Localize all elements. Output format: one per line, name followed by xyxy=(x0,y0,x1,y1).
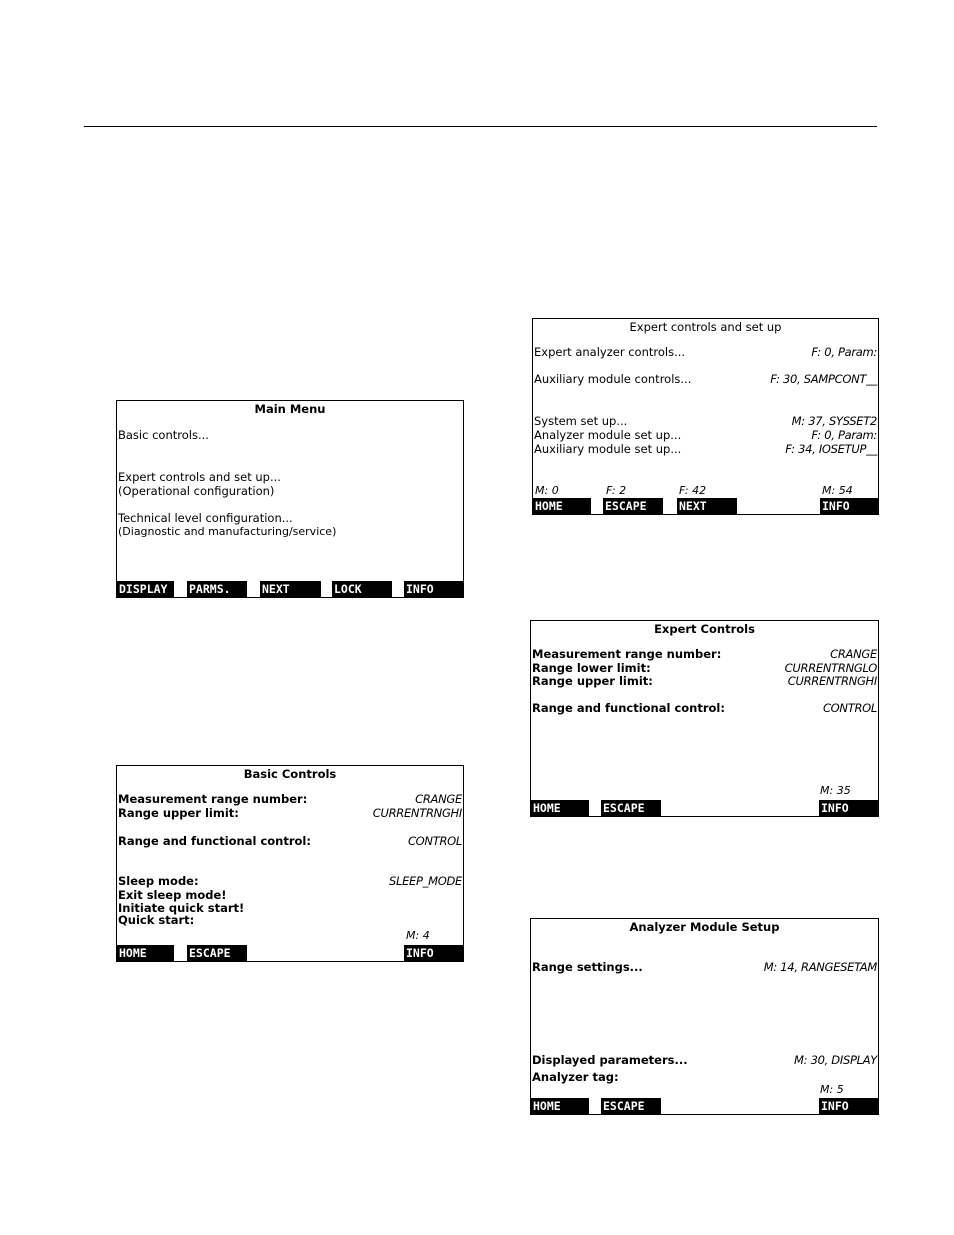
menu-number: M: 5 xyxy=(820,1083,844,1096)
row-label[interactable]: System set up... xyxy=(534,414,628,428)
info-key[interactable]: INFO xyxy=(820,498,878,514)
expert-setup-screen xyxy=(532,318,879,515)
escape-key[interactable]: ESCAPE xyxy=(601,1098,661,1114)
row-label: Range upper limit: xyxy=(118,806,239,820)
menu-item-technical-config[interactable]: Technical level configuration... xyxy=(118,511,293,525)
home-key[interactable]: HOME xyxy=(531,1098,589,1114)
parms-key[interactable]: PARMS. xyxy=(187,581,247,597)
escape-key[interactable]: ESCAPE xyxy=(187,945,247,961)
row-label: Range lower limit: xyxy=(532,661,651,675)
row-label[interactable]: Auxiliary module controls... xyxy=(534,372,692,386)
escape-key[interactable]: ESCAPE xyxy=(601,800,661,816)
row-label: Range and functional control: xyxy=(118,834,311,848)
next-key[interactable]: NEXT xyxy=(677,498,737,514)
row-label: Measurement range number: xyxy=(118,792,308,806)
basic-controls-screen xyxy=(116,765,464,962)
key-number: M: 54 xyxy=(822,484,853,497)
home-key[interactable]: HOME xyxy=(531,800,589,816)
row-value: M: 37, SYSSET2 xyxy=(791,414,877,428)
menu-item-expert-controls[interactable]: Expert controls and set up... xyxy=(118,470,281,484)
row-value: F: 34, IOSETUP__ xyxy=(785,442,877,456)
row-label: Quick start: xyxy=(118,913,195,927)
row-value[interactable]: CURRENTRNGHI xyxy=(787,674,877,688)
analyzer-setup-screen xyxy=(530,918,879,1115)
row-label: Range upper limit: xyxy=(532,674,653,688)
menu-item-basic-controls[interactable]: Basic controls... xyxy=(118,428,209,442)
info-key[interactable]: INFO xyxy=(404,945,463,961)
function-key-bar xyxy=(117,581,463,597)
row-label: Sleep mode: xyxy=(118,874,199,888)
row-value[interactable]: CRANGE xyxy=(830,647,877,661)
key-number: F: 2 xyxy=(606,484,627,497)
quick-start-action[interactable]: Initiate quick start! xyxy=(118,901,245,915)
row-value[interactable]: CURRENTRNGLO xyxy=(784,661,877,675)
display-key[interactable]: DISPLAY xyxy=(117,581,174,597)
header-rule xyxy=(84,126,877,127)
row-value: F: 30, SAMPCONT__ xyxy=(770,372,877,386)
function-key-bar xyxy=(117,945,463,961)
exit-sleep-action[interactable]: Exit sleep mode! xyxy=(118,888,227,902)
menu-item-expert-subtitle: (Operational configuration) xyxy=(118,484,275,498)
screen-title: Expert Controls xyxy=(654,622,755,636)
key-number: F: 42 xyxy=(679,484,707,497)
next-key[interactable]: NEXT xyxy=(260,581,321,597)
escape-key[interactable]: ESCAPE xyxy=(603,498,663,514)
main-menu-screen xyxy=(116,400,464,598)
home-key[interactable]: HOME xyxy=(117,945,174,961)
key-number: M: 0 xyxy=(535,484,559,497)
menu-item-technical-subtitle: (Diagnostic and manufacturing/service) xyxy=(118,525,337,538)
function-key-bar xyxy=(531,800,878,816)
row-label[interactable]: Range settings... xyxy=(532,960,643,974)
row-label: Range and functional control: xyxy=(532,701,725,715)
screen-title: Basic Controls xyxy=(243,767,337,781)
info-key[interactable]: INFO xyxy=(819,800,878,816)
row-value[interactable]: CURRENTRNGHI xyxy=(372,806,462,820)
info-key[interactable]: INFO xyxy=(404,581,463,597)
menu-number: M: 35 xyxy=(820,784,851,797)
screen-title: Analyzer Module Setup xyxy=(629,920,780,934)
lock-key[interactable]: LOCK xyxy=(332,581,392,597)
row-value: F: 0, Param: xyxy=(811,428,877,442)
row-label[interactable]: Analyzer tag: xyxy=(532,1070,619,1084)
info-key[interactable]: INFO xyxy=(819,1098,878,1114)
row-value: M: 30, DISPLAY xyxy=(794,1053,877,1067)
row-value: M: 14, RANGESETAM xyxy=(763,960,877,974)
row-value[interactable]: CONTROL xyxy=(822,701,877,715)
function-key-bar xyxy=(531,1098,878,1114)
home-key[interactable]: HOME xyxy=(533,498,591,514)
screen-title: Expert controls and set up xyxy=(629,320,782,334)
row-label[interactable]: Expert analyzer controls... xyxy=(534,345,686,359)
row-value[interactable]: CONTROL xyxy=(407,834,462,848)
row-label: Measurement range number: xyxy=(532,647,722,661)
row-value: F: 0, Param: xyxy=(811,345,877,359)
row-label[interactable]: Displayed parameters... xyxy=(532,1053,688,1067)
row-label[interactable]: Analyzer module set up... xyxy=(534,428,682,442)
expert-controls-screen xyxy=(530,620,879,817)
screen-title: Main Menu xyxy=(254,402,326,416)
row-label[interactable]: Auxiliary module set up... xyxy=(534,442,682,456)
function-key-bar xyxy=(533,498,878,514)
row-value[interactable]: SLEEP_MODE xyxy=(388,874,462,888)
menu-number: M: 4 xyxy=(406,929,430,942)
row-value[interactable]: CRANGE xyxy=(415,792,462,806)
